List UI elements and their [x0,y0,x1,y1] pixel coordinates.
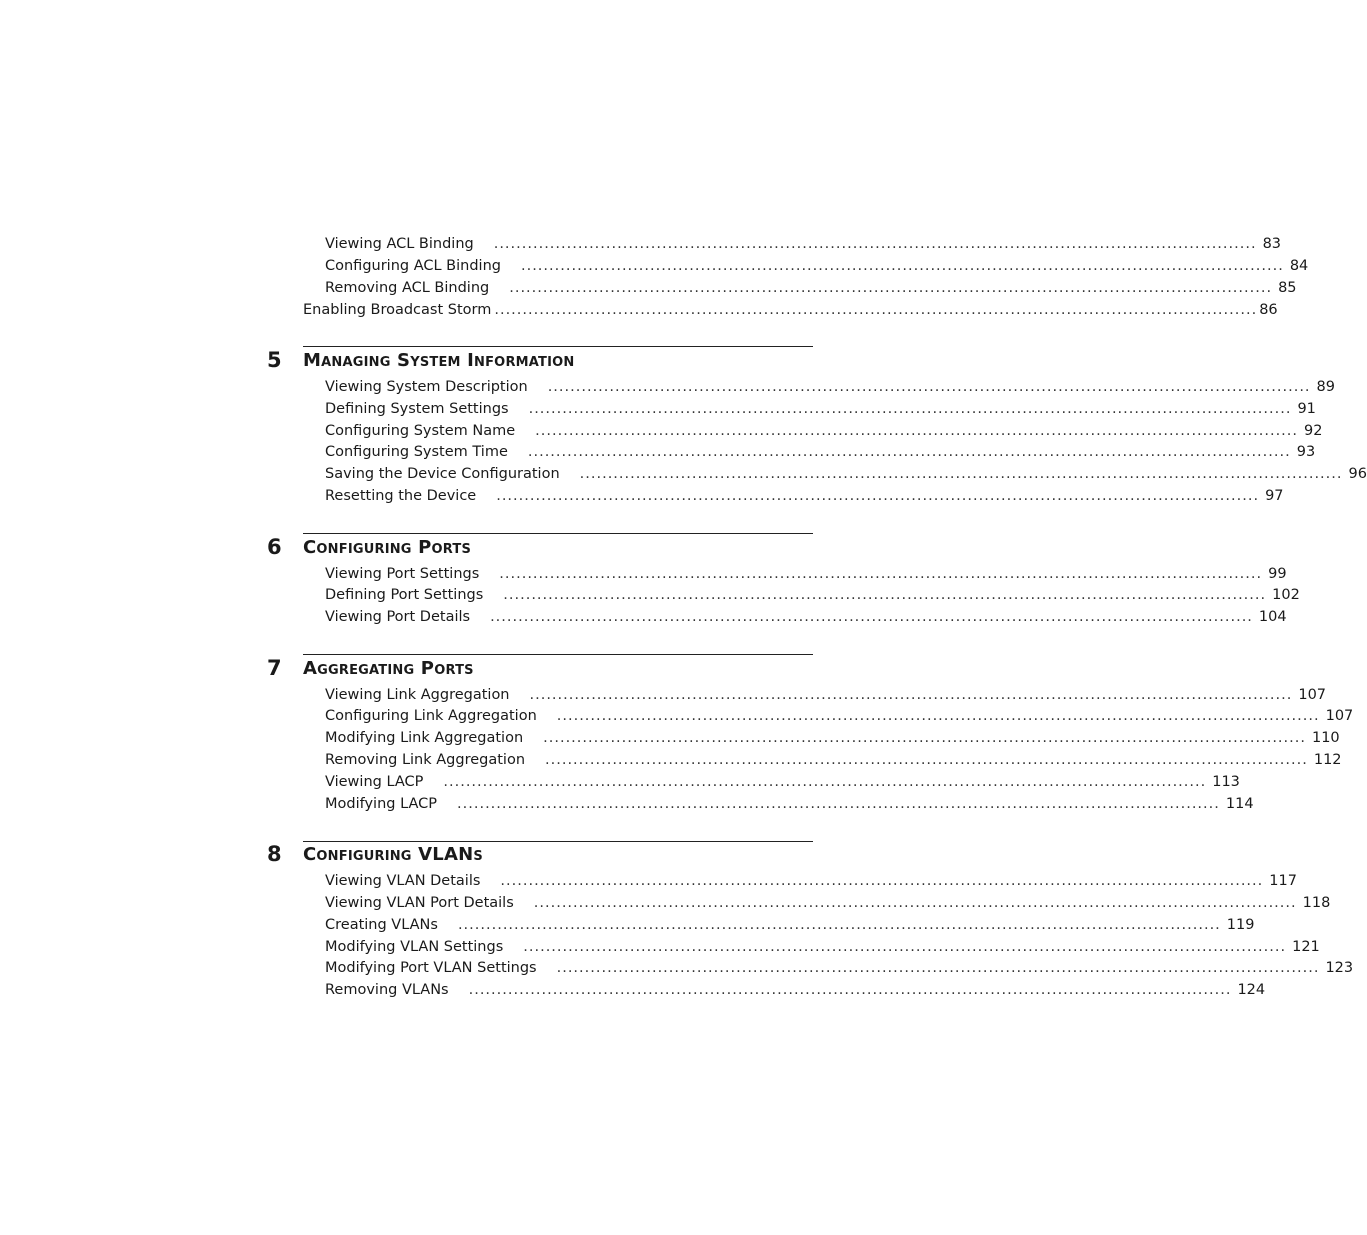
toc-entry[interactable] [325,870,1297,892]
dot-leader: ........................................................................................................................................ [493,236,1257,252]
chapter-divider [303,654,813,655]
toc-entry-page: 92 [1304,423,1323,439]
chapter-number: 7 [267,656,282,680]
toc-entry[interactable] [325,914,1255,936]
toc-entry-page: 93 [1296,444,1316,460]
chapter-number: 8 [267,842,282,866]
toc-entry-title: Viewing Port Settings [325,566,480,582]
toc-entry-title: Configuring System Time [325,444,508,460]
toc-entry-page: 85 [1278,280,1297,296]
toc-entry[interactable] [325,606,1287,628]
dot-leader: ........................................................................................................................................ [535,423,1299,439]
chapter-title[interactable]: Managing System Information [303,350,575,371]
toc-entry-page: 99 [1268,566,1287,582]
dot-leader: ........................................................................................................................................ [490,609,1253,625]
toc-entry-title: Saving the Device Configuration [325,466,560,482]
toc-entry[interactable] [325,957,1354,979]
toc-entry[interactable] [325,563,1287,585]
dot-leader: ........................................................................................................................................ [500,873,1264,889]
toc-entry-page: 124 [1237,982,1266,998]
toc-entry[interactable] [325,420,1323,442]
toc-entry-title: Configuring System Name [325,423,516,439]
toc-entry-page: 107 [1298,687,1327,703]
toc-entry-page: 89 [1316,379,1335,395]
dot-leader: ........................................................................................................................................ [443,774,1207,790]
toc-entry-title: Creating VLANs [325,917,438,933]
toc-entry[interactable] [325,376,1335,398]
toc-entry-title: Enabling Broadcast Storm [303,302,492,318]
dot-leader: ........................................................................................................................................ [527,444,1291,460]
toc-entry-title: Modifying VLAN Settings [325,939,504,955]
toc-entry[interactable] [325,233,1282,255]
dot-leader: ........................................................................................................................................ [545,752,1308,768]
toc-entry[interactable] [325,463,1367,485]
toc-entry[interactable] [325,398,1316,420]
toc-entry[interactable] [325,936,1320,958]
dot-leader: ........................................................................................................................................ [457,796,1220,812]
toc-entry-title: Resetting the Device [325,488,477,504]
toc-entry-page: 112 [1313,752,1342,768]
toc-entry-title: Modifying Link Aggregation [325,730,524,746]
toc-entry-page: 84 [1289,258,1309,274]
toc-entry-title: Defining System Settings [325,401,509,417]
toc-entry-page: 121 [1292,939,1320,955]
chapter-title[interactable]: Configuring Ports [303,537,472,558]
chapter-divider [303,533,813,534]
dot-leader: ........................................................................................................................................ [547,379,1311,395]
toc-entry[interactable] [325,705,1354,727]
toc-entry[interactable] [325,255,1309,277]
dot-leader: ........................................................................................................................................ [494,302,1258,318]
toc-entry-title: Defining Port Settings [325,587,484,603]
toc-entry-title: Removing Link Aggregation [325,752,526,768]
chapter-divider [303,841,813,842]
toc-entry-page: 110 [1311,730,1340,746]
toc-entry-title: Configuring ACL Binding [325,258,501,274]
chapter-title[interactable]: Configuring VLANs [303,844,483,865]
toc-entry[interactable] [325,485,1284,507]
chapter-divider [303,346,813,347]
toc-entry-title: Viewing VLAN Details [325,873,481,889]
toc-entry[interactable] [325,771,1240,793]
toc-entry[interactable] [325,727,1340,749]
toc-entry-title: Viewing VLAN Port Details [325,895,514,911]
dot-leader: ........................................................................................................................................ [529,687,1293,703]
toc-entry[interactable] [325,441,1316,463]
toc-entry-page: 86 [1259,302,1278,318]
dot-leader: ........................................................................................................................................ [509,280,1273,296]
toc-entry-page: 118 [1302,895,1331,911]
chapter-number: 6 [267,535,282,559]
toc-entry-page: 119 [1226,917,1255,933]
toc-entry-title: Removing ACL Binding [325,280,490,296]
dot-leader: ........................................................................................................................................ [523,939,1287,955]
dot-leader: ........................................................................................................................................ [533,895,1297,911]
toc-entry-title: Configuring Link Aggregation [325,708,537,724]
toc-entry-page: 113 [1212,774,1240,790]
dot-leader: ........................................................................................................................................ [543,730,1306,746]
dot-leader: ........................................................................................................................................ [503,587,1267,603]
toc-entry-page: 102 [1272,587,1300,603]
toc-entry[interactable] [325,684,1327,706]
toc-entry-title: Removing VLANs [325,982,449,998]
toc-entry-title: Viewing Port Details [325,609,471,625]
toc-entry-page: 107 [1325,708,1354,724]
dot-leader: ........................................................................................................................................ [499,566,1263,582]
toc-entry-page: 104 [1258,609,1287,625]
dot-leader: ........................................................................................................................................ [468,982,1232,998]
toc-entry-page: 91 [1297,401,1316,417]
dot-leader: ........................................................................................................................................ [528,401,1292,417]
dot-leader: ........................................................................................................................................ [496,488,1260,504]
toc-entry[interactable] [325,749,1342,771]
toc-entry[interactable] [325,979,1266,1001]
dot-leader: ........................................................................................................................................ [556,960,1320,976]
toc-entry[interactable] [325,892,1331,914]
toc-entry-page: 114 [1225,796,1254,812]
dot-leader: ........................................................................................................................................ [457,917,1221,933]
toc-entry-page: 123 [1325,960,1354,976]
toc-entry[interactable] [325,793,1254,815]
dot-leader: ........................................................................................................................................ [520,258,1284,274]
toc-entry-page: 83 [1262,236,1282,252]
dot-leader: ........................................................................................................................................ [579,466,1343,482]
toc-entry-page: 97 [1265,488,1284,504]
toc-entry-title: Viewing ACL Binding [325,236,474,252]
toc-entry-title: Modifying Port VLAN Settings [325,960,537,976]
toc-section-entry[interactable] [303,299,1278,321]
toc-entry-title: Viewing Link Aggregation [325,687,510,703]
toc-entry-title: Viewing System Description [325,379,528,395]
chapter-number: 5 [267,348,282,372]
toc-entry[interactable] [325,584,1300,606]
toc-entry[interactable] [325,277,1297,299]
toc-entry-title: Viewing LACP [325,774,424,790]
chapter-title[interactable]: Aggregating Ports [303,658,474,679]
dot-leader: ........................................................................................................................................ [556,708,1320,724]
toc-entry-title: Modifying LACP [325,796,438,812]
toc-entry-page: 96 [1348,466,1367,482]
toc-entry-page: 117 [1269,873,1297,889]
